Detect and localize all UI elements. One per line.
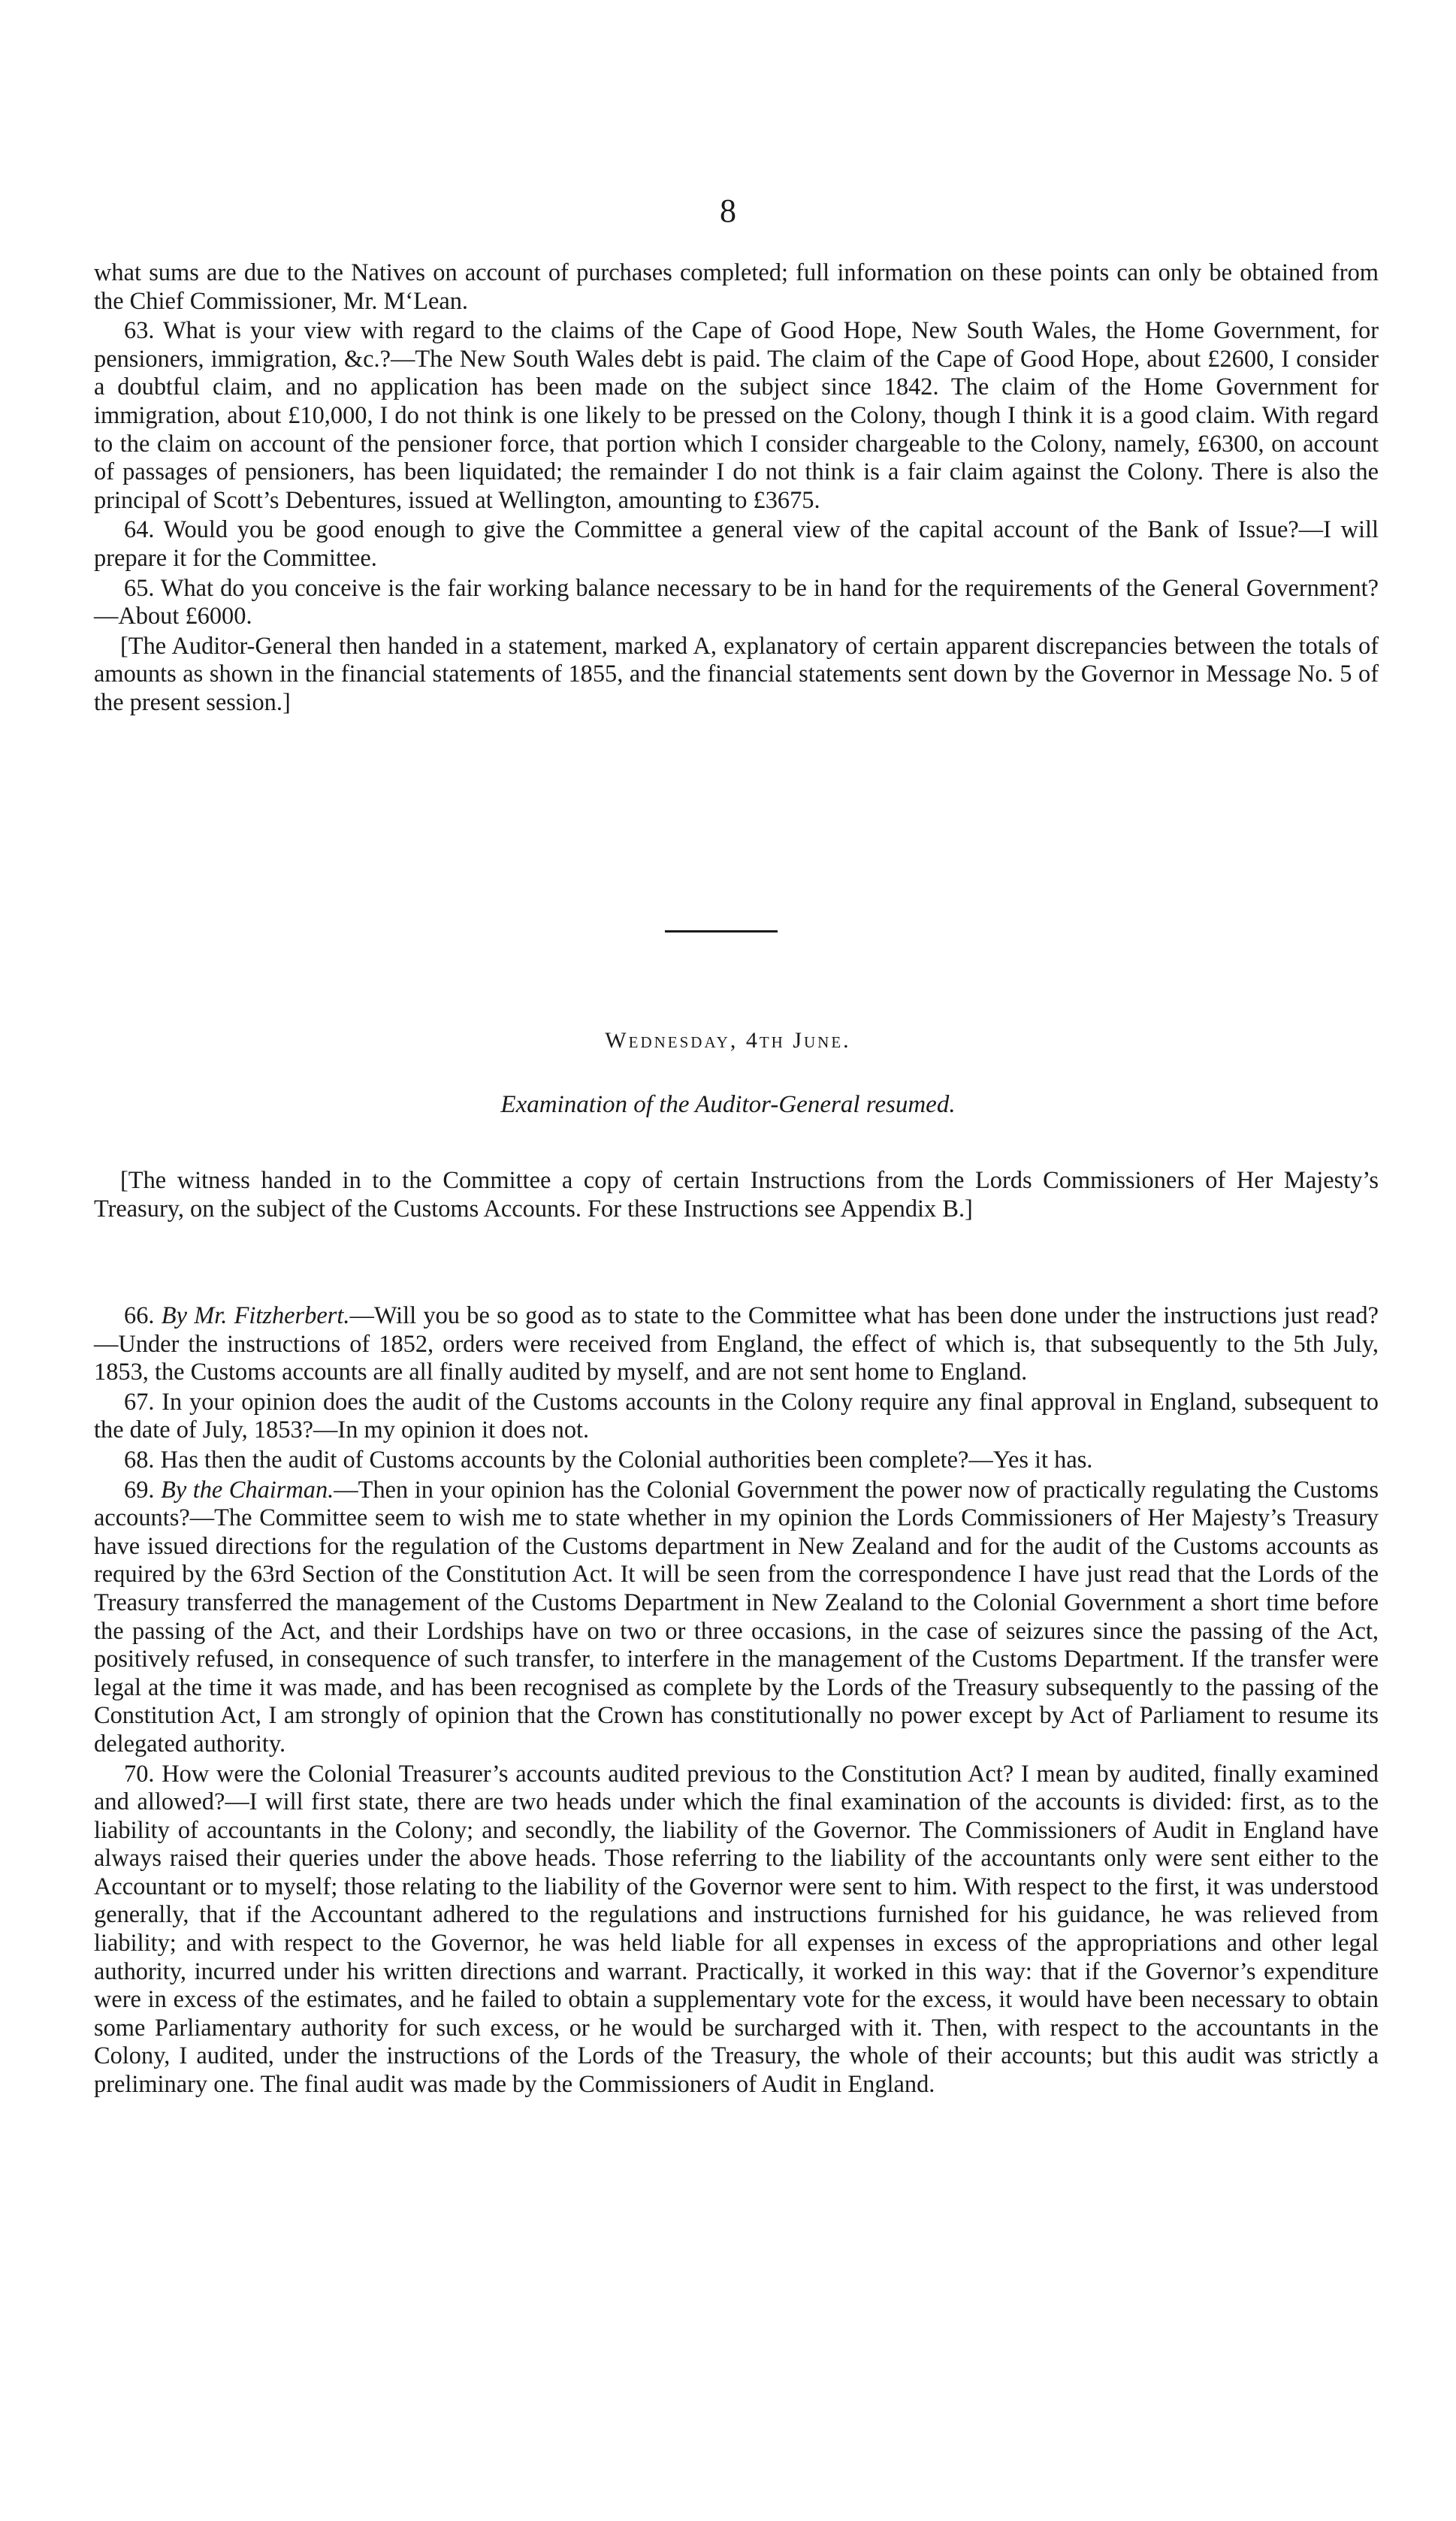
section-divider: [665, 930, 778, 933]
paragraph-q64: 64. Would you be good enough to give the Committee a general view of the capital account of the Bank of Issue?—I will prepare it for the Committee.: [94, 516, 1379, 572]
paragraph-q67: 67. In your opinion does the audit of the Customs accounts in the Colony require any final approval in England, subsequent to the date of July, 1853?—In my opinion it does not.: [94, 1388, 1379, 1444]
paragraph-q69: [94, 1477, 1379, 1759]
q66-speaker: By Mr. Fitzherbert.: [161, 1302, 350, 1329]
evidence-continued-section: [94, 259, 1379, 719]
paragraph-q66: [94, 1302, 1379, 1387]
page-number: 8: [720, 192, 736, 229]
q66-number: 66.: [124, 1302, 155, 1329]
paragraph-q70: 70. How were the Colonial Treasurer’s accounts audited previous to the Constitution Act? I mean by audited, finally examined and allowed?—I will first state, there are two heads under which the final examination of the accounts is divided: first, as to the liability of accountants in the Colony; and secondly, the liability of the Governor. The Commissioners of Audit in England have always raised their queries under the above heads. Those referring to the liability of the accountants only were sent either to the Accountant or to myself; those relating to the liability of the Governor were sent to him. With respect to the first, it was understood generally, that if the Accountant adhered to the regulations and instructions furnished for his guidance, he was relieved from liability; and with respect to the Governor, he was held liable for all expenses in excess of the appropriations and other legal authority, incurred under his written directions and warrant. Practically, it worked in this way: that if the Governor’s expenditure were in excess of the estimates, and he failed to obtain a supplementary vote for the excess, it would have been necessary to obtain some Parliamentary authority for such excess, or he would be surcharged with it. Then, with respect to the accountants in the Colony, I audited, under the instructions of the Lords of the Treasury, the whole of their accounts; but this audit was strictly a preliminary one. The final audit was made by the Commissioners of Audit in England.: [94, 1760, 1379, 2099]
q66-text: —Will you be so good as to state to the Committee what has been done under the instructions just read?—Under the instructions of 1852, orders were received from England, the effect of which is, that subsequently to the 5th July, 1853, the Customs accounts are all finally audited by myself, and are not sent home to England.: [94, 1302, 1379, 1386]
session-subtitle: Examination of the Auditor-General resumed.: [500, 1091, 956, 1118]
paragraph-auditor-statement-note: [The Auditor-General then handed in a statement, marked A, explanatory of certain apparent discrepancies between the totals of amounts as shown in the financial statements of 1855, and the financial statements sent down by the Governor in Message No. 5 of the present session.]: [94, 632, 1379, 716]
paragraph-instructions-note: [The witness handed in to the Committee a copy of certain Instructions from the Lords Commissioners of Her Majesty’s Treasury, on the subject of the Customs Accounts. For these Instructions see Appendix B.]: [94, 1167, 1379, 1223]
q69-text: —Then in your opinion has the Colonial Government the power now of practically regulating the Customs accounts?—The Committee seem to wish me to state whether in my opinion the Lords Commissioners of Her Majesty’s Treasury have issued directions for the regulation of the Customs department in New Zealand and for the audit of the Customs accounts as required by the 63rd Section of the Constitution Act. It will be seen from the correspondence I have just read that the Lords of the Treasury transferred the management of the Customs Department in New Zealand to the Colonial Government a short time before the passing of the Act, and their Lordships have on two or three occasions, in the case of seizures since the passing of the Act, positively refused, in consequence of such transfer, to interfere in the management of the Customs Department. If the transfer were legal at the time it was made, and has been recognised as complete by the Lords of the Treasury subsequently to the passing of the Constitution Act, I am strongly of opinion that the Crown has constitutionally no power except by Act of Parliament to resume its delegated authority.: [94, 1476, 1379, 1758]
paragraph-q65: 65. What do you conceive is the fair working balance necessary to be in hand for the requirements of the General Government?—About £6000.: [94, 574, 1379, 630]
examination-section: [94, 1302, 1379, 2101]
paragraph-q68: 68. Has then the audit of Customs accounts by the Colonial authorities been complete?—Yes it has.: [124, 1446, 1093, 1474]
paragraph-intro: what sums are due to the Natives on account of purchases completed; full information on these points can only be obtained from the Chief Commissioner, Mr. M‘Lean.: [94, 259, 1379, 315]
session-date-heading: Wednesday, 4th June.: [605, 1028, 851, 1053]
q69-speaker: By the Chairman.: [161, 1476, 334, 1504]
instructions-note-section: [94, 1167, 1379, 1225]
paragraph-q63: 63. What is your view with regard to the claims of the Cape of Good Hope, New South Wales, the Home Government, for pensioners, immigration, &c.?—The New South Wales debt is paid. The claim of the Cape of Good Hope, about £2600, I consider a doubtful claim, and no application has been made on the subject since 1842. The claim of the Home Government for immigration, about £10,000, I do not think is one likely to be pressed on the Colony, though I think it is a good claim. With regard to the claim on account of the pensioner force, that portion which I consider chargeable to the Colony, namely, £6300, on account of passages of pensioners, has been liquidated; the remainder I do not think is a fair claim against the Colony. There is also the principal of Scott’s Debentures, issued at Wellington, amounting to £3675.: [94, 317, 1379, 514]
q69-number: 69.: [124, 1476, 155, 1504]
